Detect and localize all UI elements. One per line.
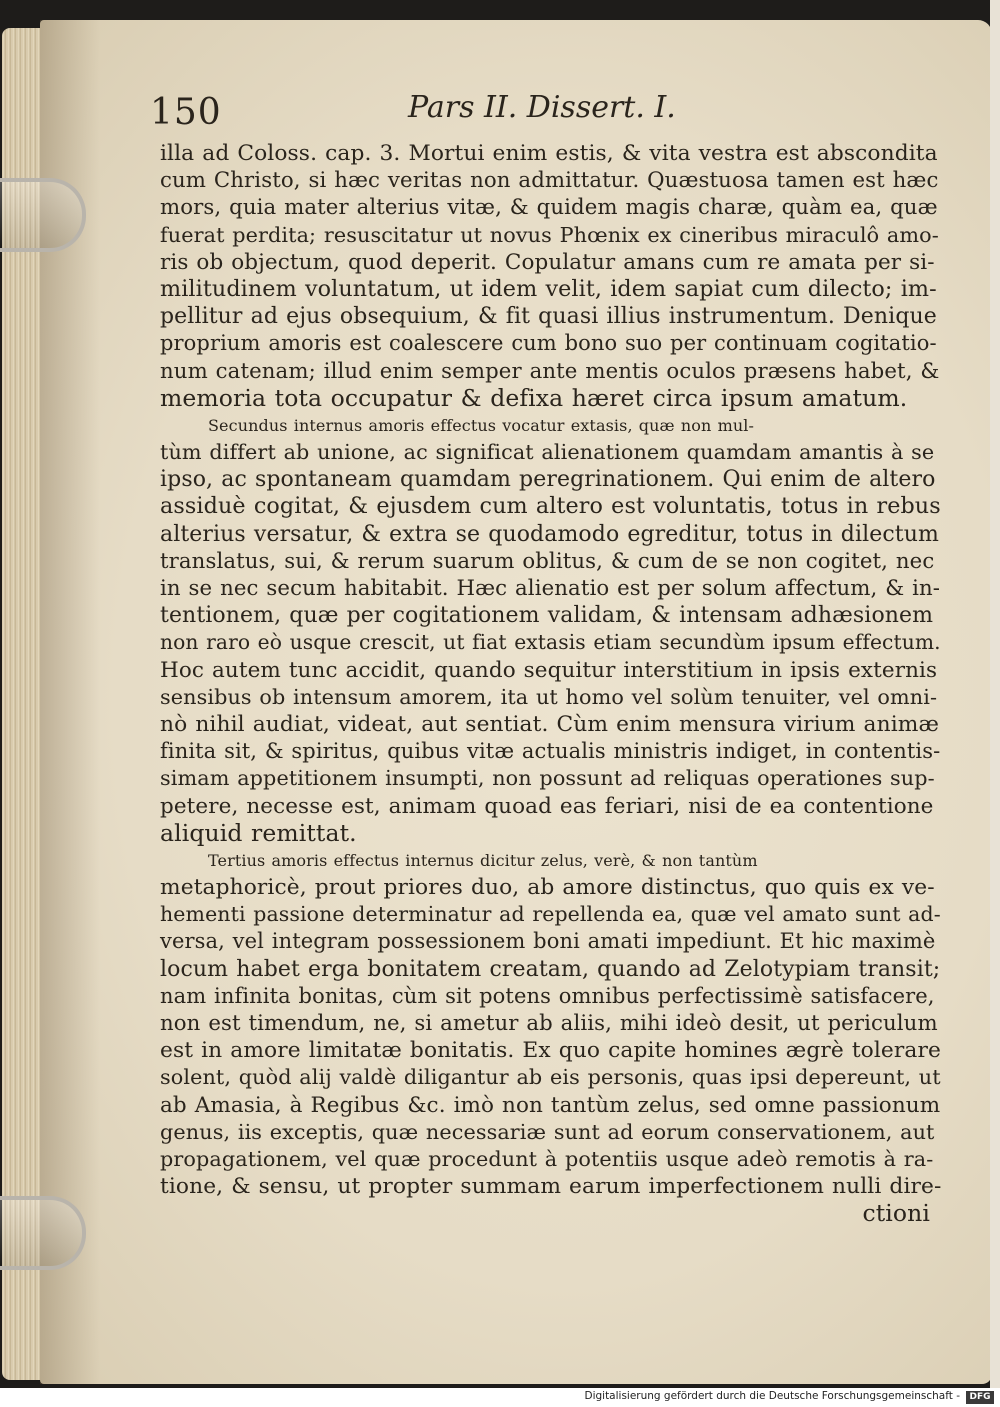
text-line: sensibus ob intensum amorem, ita ut homo vel solùm tenuiter, vel omni-	[160, 684, 938, 709]
text-line: propagationem, vel quæ procedunt à potentiis usque adeò remotis à ra-	[160, 1146, 934, 1171]
text-line: petere, necesse est, animam quoad eas feriari, nisi de ea contentione	[160, 793, 934, 819]
funding-credit: Digitalisierung gefördert durch die Deutsche Forschungsgemeinschaft -	[584, 1390, 960, 1402]
right-margin-strip	[990, 0, 1000, 1388]
page-header	[150, 86, 950, 132]
text-line: cum Christo, si hæc veritas non admittatur. Quæstuosa tamen est hæc	[160, 168, 939, 194]
binding-clip-top	[0, 178, 86, 252]
text-line: versa, vel integram possessionem boni amati impediunt. Et hic maximè	[160, 929, 936, 954]
text-line: fuerat perdita; resuscitatur ut novus Phœnix ex cineribus miraculô amo-	[160, 222, 939, 247]
text-line: tùm differt ab unione, ac significat alienationem quamdam amantis à se	[160, 440, 935, 465]
text-line: aliquid remittat.	[160, 818, 357, 847]
text-line: non est timendum, ne, si ametur ab aliis, mihi ideò desit, ut periculum	[160, 1011, 938, 1036]
paragraph-start-line: Tertius amoris effectus internus dicitur zelus, verè, & non tantùm	[208, 850, 758, 870]
text-line: ab Amasia, à Regibus &c. imò non tantùm zelus, sed omne passionum	[160, 1092, 941, 1118]
text-line: non raro eò usque crescit, ut fiat extasis etiam secundùm ipsum effectum.	[160, 630, 941, 655]
text-line: Hoc autem tunc accidit, quando sequitur interstitium in ipsis externis	[160, 657, 938, 683]
text-line: translatus, sui, & rerum suarum oblitus, & cum de se non cogitet, nec	[160, 548, 935, 574]
text-line: finita sit, & spiritus, quibus vitæ actualis ministris indiget, in contentis-	[160, 739, 941, 764]
page-number: 150	[150, 92, 222, 133]
text-line: solent, quòd alij valdè diligantur ab eis personis, quas ipsi depereunt, ut	[160, 1065, 941, 1090]
text-line: in se nec secum habitabit. Hæc alienatio est per solum affectum, & in-	[160, 576, 941, 601]
text-line: tione, & sensu, ut propter summam earum imperfectionem nulli dire-	[160, 1174, 942, 1200]
text-line: nò nihil audiat, videat, aut sentiat. Cùm enim mensura virium animæ	[160, 711, 940, 737]
text-line: mors, quia mater alterius vitæ, & quidem magis charæ, quàm ea, quæ	[160, 195, 938, 221]
text-line: nam infinita bonitas, cùm sit potens omnibus perfectissimè satisfacere,	[160, 983, 935, 1008]
text-line: simam appetitionem insumpti, non possunt ad reliquas operationes sup-	[160, 766, 935, 791]
catchword: ctioni	[862, 1199, 930, 1228]
text-line: alterius versatur, & extra se quodamodo egreditur, totus in dilectum	[160, 521, 939, 547]
text-line: tentionem, quæ per cogitationem validam, & intensam adhæsionem	[160, 603, 934, 629]
text-line: pellitur ad ejus obsequium, & fit quasi illius instrumentum. Denique	[160, 304, 937, 330]
paragraph-start-line: Secundus internus amoris effectus vocatur extasis, quæ non mul-	[208, 415, 755, 435]
text-line: metaphoricè, prout priores duo, ab amore distinctus, quo quis ex ve-	[160, 875, 935, 901]
body-text	[160, 140, 940, 1228]
text-line: militudinem voluntatum, ut idem velit, idem sapiat cum dilecto; im-	[160, 275, 937, 302]
dfg-logo: DFG	[966, 1391, 994, 1404]
text-line: hementi passione determinatur ad repellenda ea, quæ vel amato sunt ad-	[160, 902, 941, 927]
running-head: Pars II. Dissert. I.	[408, 90, 676, 125]
text-line: proprium amoris est coalescere cum bono suo per continuam cogitatio-	[160, 331, 937, 356]
text-line: locum habet erga bonitatem creatam, quando ad Zelotypiam transit;	[160, 956, 941, 982]
footer-bar	[0, 1388, 1000, 1407]
text-line: ipso, ac spontaneam quamdam peregrinationem. Qui enim de altero	[160, 467, 936, 493]
text-line: est in amore limitatæ bonitatis. Ex quo capite homines ægrè tolerare	[160, 1038, 941, 1064]
text-line: num catenam; illud enim semper ante mentis oculos præsens habet, &	[160, 358, 940, 384]
text-line: genus, iis exceptis, quæ necessariæ sunt ad eorum conservationem, aut	[160, 1119, 935, 1144]
text-line: memoria tota occupatur & defixa hæret circa ipsum amatum.	[160, 383, 908, 412]
text-line: assiduè cogitat, & ejusdem cum altero est voluntatis, totus in rebus	[160, 493, 941, 520]
text-line: illa ad Coloss. cap. 3. Mortui enim estis, & vita vestra est abscondita	[160, 141, 938, 166]
binding-clip-bottom	[0, 1196, 86, 1270]
text-line: ris ob objectum, quod deperit. Copulatur amans cum re amata per si-	[160, 249, 935, 275]
